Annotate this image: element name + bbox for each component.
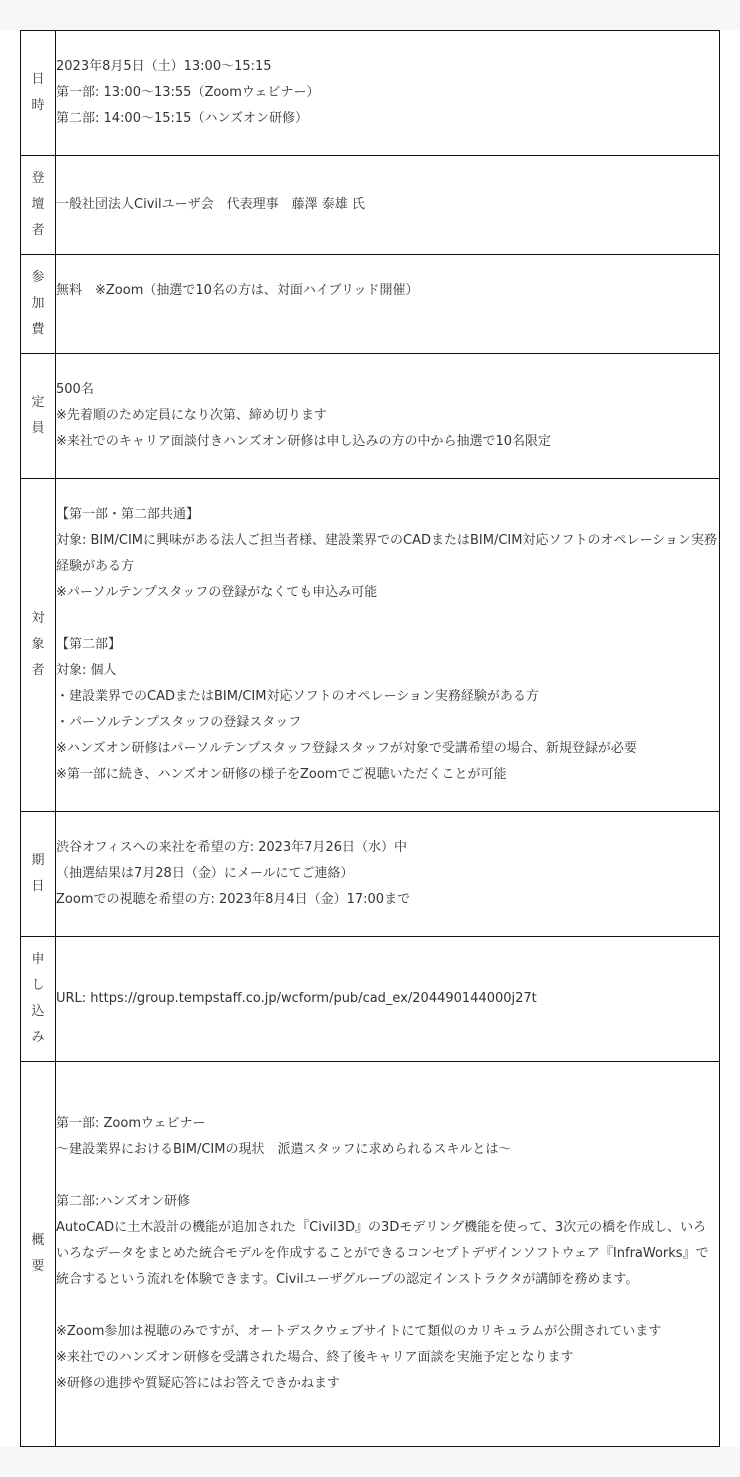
row-label-char: 要 — [31, 1259, 45, 1274]
row-value — [56, 31, 720, 156]
application-url-link[interactable]: URL: https://group.tempstaff.co.jp/wcform/pub/cad_ex/204490144000j27t — [56, 991, 537, 1006]
row-label-char: し — [31, 978, 45, 993]
value-line: 500名 — [56, 382, 94, 397]
row-label-char: 壇 — [31, 197, 45, 212]
value-line: ※パーソルテンプスタッフの登録がなくても申込み可能 — [56, 585, 378, 600]
value-line: 無料 ※Zoom（抽選で10名の方は、対面ハイブリッド開催） — [56, 283, 419, 298]
row-value — [56, 156, 720, 255]
row-label — [21, 479, 56, 812]
event-info-table — [20, 30, 720, 1447]
row-label-char: 定 — [31, 395, 45, 410]
row-label-char: 者 — [31, 663, 45, 678]
row-fee — [21, 255, 720, 354]
event-info-section — [0, 30, 740, 1447]
value-line: 一般社団法人Civilユーザ会 代表理事 藤澤 泰雄 氏 — [56, 197, 365, 212]
value-line: 【第一部・第二部共通】 — [56, 507, 200, 522]
value-line: 【第二部】 — [56, 637, 122, 652]
row-label — [21, 812, 56, 937]
value-line: ・パーソルテンプスタッフの登録スタッフ — [56, 715, 302, 730]
row-label — [21, 1062, 56, 1447]
row-label-char: 対 — [31, 611, 45, 626]
value-line: ・建設業界でのCADまたはBIM/CIM対応ソフトのオペレーション実務経験がある方 — [56, 689, 539, 704]
row-label-char: 日 — [31, 72, 45, 87]
row-label — [21, 156, 56, 255]
row-label-char: 象 — [31, 637, 45, 652]
row-label-char: 参 — [31, 270, 45, 285]
row-capacity — [21, 354, 720, 479]
row-value — [56, 1062, 720, 1447]
value-line: ※第一部に続き、ハンズオン研修の様子をZoomでご視聴いただくことが可能 — [56, 767, 507, 782]
row-datetime — [21, 31, 720, 156]
row-label-char: 費 — [31, 322, 45, 337]
row-label-char: 込 — [31, 1004, 45, 1019]
row-label-char: 日 — [31, 879, 45, 894]
value-line: 2023年8月5日（土）13:00〜15:15 — [56, 59, 272, 74]
row-apply — [21, 937, 720, 1062]
row-label-char: 概 — [31, 1233, 45, 1248]
value-line: Zoomでの視聴を希望の方: 2023年8月4日（金）17:00まで — [56, 892, 411, 907]
row-target — [21, 479, 720, 812]
row-value — [56, 812, 720, 937]
row-label-char: 員 — [31, 421, 45, 436]
value-line — [56, 1293, 719, 1319]
row-label-char: み — [31, 1030, 45, 1045]
row-speaker — [21, 156, 720, 255]
value-line: 対象: BIM/CIMに興味がある法人ご担当者様、建設業界でのCADまたはBIM/CIM対応ソフトのオペレーション実務経験がある方 — [56, 533, 717, 574]
row-value — [56, 354, 720, 479]
row-value — [56, 937, 720, 1062]
row-label-char: 時 — [31, 98, 45, 113]
value-line: 第一部: 13:00〜13:55（Zoomウェビナー） — [56, 85, 320, 100]
row-label — [21, 354, 56, 479]
row-label — [21, 937, 56, 1062]
value-line: 対象: 個人 — [56, 663, 117, 678]
row-overview — [21, 1062, 720, 1447]
row-label-char: 申 — [31, 952, 45, 967]
row-label-char: 登 — [31, 171, 45, 186]
value-line: ※来社でのハンズオン研修を受講された場合、終了後キャリア面談を実施予定となります — [56, 1350, 574, 1365]
value-line: ※来社でのキャリア面談付きハンズオン研修は申し込みの方の中から抽選で10名限定 — [56, 434, 552, 449]
value-line: 〜建設業界におけるBIM/CIMの現状 派遣スタッフに求められるスキルとは〜 — [56, 1142, 512, 1157]
value-line — [56, 1163, 719, 1189]
value-line: ※Zoom参加は視聴のみですが、オートデスクウェブサイトにて類似のカリキュラムが公開されています — [56, 1324, 662, 1339]
row-deadline — [21, 812, 720, 937]
row-label-char: 者 — [31, 223, 45, 238]
value-line: 第二部: 14:00〜15:15（ハンズオン研修） — [56, 111, 309, 126]
value-line: ※研修の進捗や質疑応答にはお答えできかねます — [56, 1376, 340, 1391]
row-value — [56, 479, 720, 812]
value-line — [56, 606, 719, 632]
row-label — [21, 31, 56, 156]
value-line: ※ハンズオン研修はパーソルテンプスタッフ登録スタッフが対象で受講希望の場合、新規登録が必要 — [56, 741, 637, 756]
row-value — [56, 255, 720, 354]
value-line: 渋谷オフィスへの来社を希望の方: 2023年7月26日（水）中 — [56, 840, 407, 855]
value-line: 第二部:ハンズオン研修 — [56, 1194, 190, 1209]
row-label — [21, 255, 56, 354]
row-label-char: 期 — [31, 853, 45, 868]
value-line: ※先着順のため定員になり次第、締め切ります — [56, 408, 327, 423]
row-label-char: 加 — [31, 296, 45, 311]
value-line: 第一部: Zoomウェビナー — [56, 1116, 206, 1131]
value-line: （抽選結果は7月28日（金）にメールにてご連絡） — [56, 866, 354, 881]
value-line: AutoCADに土木設計の機能が追加された『Civil3D』の3Dモデリング機能を使って、3次元の橋を作成し、いろいろなデータをまとめた統合モデルを作成することができるコンセプトデザインソフトウェア『InfraWorks』で統合するという流れを体験できます。Civilユーザグループの認定インストラクタが講師を務めます。 — [56, 1220, 709, 1287]
